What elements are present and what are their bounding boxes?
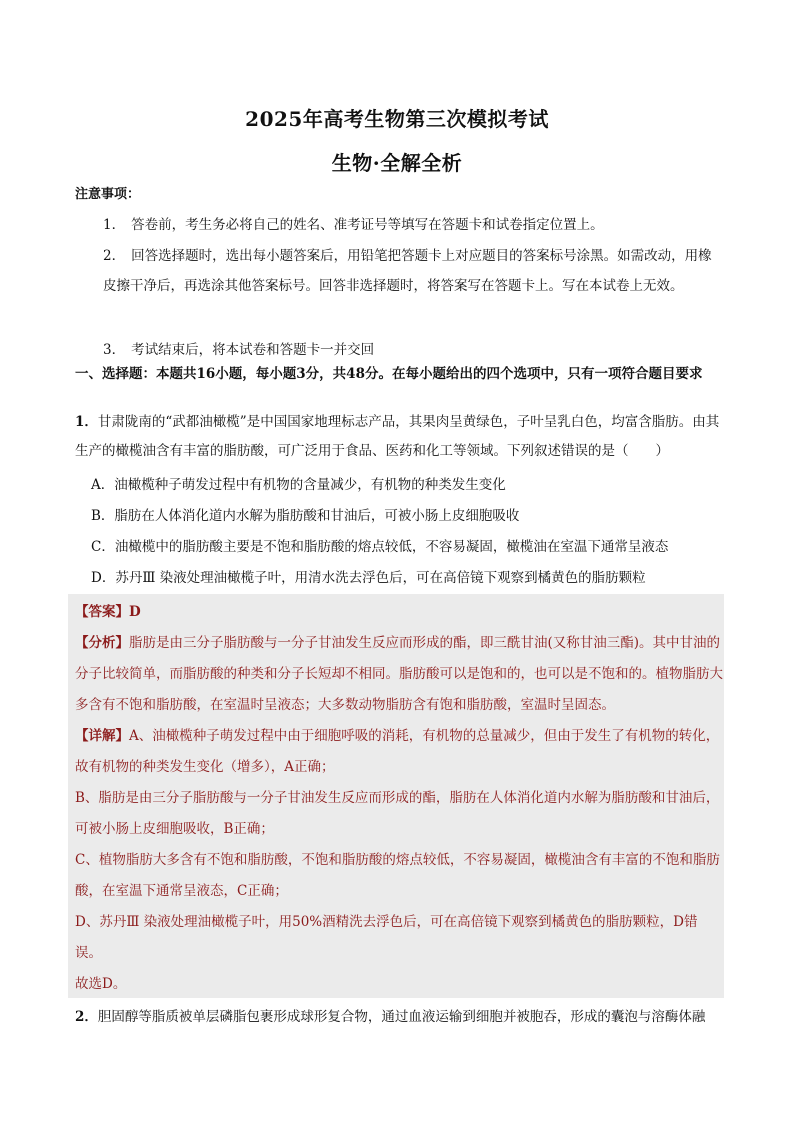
answer-block xyxy=(68,594,724,998)
detail-paragraph xyxy=(75,721,723,783)
question-1 xyxy=(75,408,725,466)
option-c: C．油橄榄中的脂肪酸主要是不饱和脂肪酸的熔点较低，不容易凝固，橄榄油在室温下通常呈液态 xyxy=(91,539,669,555)
option-b: B．脂肪在人体消化道内水解为脂肪酸和甘油后，可被小肠上皮细胞吸收 xyxy=(91,508,520,524)
question-stem: 胆固醇等脂质被单层磷脂包裹形成球形复合物，通过血液运输到细胞并被胞吞，形成的囊泡与溶酶体融 xyxy=(97,1009,706,1025)
option-a: A．油橄榄种子萌发过程中有机物的含量减少，有机物的种类发生变化 xyxy=(91,477,506,493)
answer-value: D xyxy=(129,604,141,620)
detail-d: D、苏丹Ⅲ 染液处理油橄榄子叶，用50%酒精洗去浮色后，可在高倍镜下观察到橘黄色的脂肪颗粒，D错误。 xyxy=(75,914,698,961)
exam-title: 2025年高考生物第三次模拟考试 xyxy=(245,107,549,131)
note-item-2 xyxy=(103,241,723,301)
section-heading: 一、选择题：本题共16小题，每小题3分，共48分。在每小题给出的四个选项中，只有一项符合题目要求 xyxy=(75,366,703,382)
final-choice: 故选D。 xyxy=(75,976,127,992)
detail-a: A、油橄榄种子萌发过程中由于细胞呼吸的消耗，有机物的总量减少，但由于发生了有机物的转化，故有机物的种类发生变化（增多），A正确； xyxy=(75,728,720,775)
note-number: 3． xyxy=(103,342,126,358)
question-stem: 甘肃陇南的“武都油橄榄”是中国国家地理标志产品，其果肉呈黄绿色，子叶呈乳白色，均富含脂肪。由其生产的橄榄油含有丰富的脂肪酸，可广泛用于食品、医药和化工等领域。下列叙述错误的是（ ） xyxy=(75,414,720,459)
note-number: 2． xyxy=(103,248,126,264)
question-number: 2． xyxy=(75,1009,98,1025)
option-d: D．苏丹Ⅲ 染液处理油橄榄子叶，用清水洗去浮色后，可在高倍镜下观察到橘黄色的脂肪颗粒 xyxy=(91,570,646,586)
note-item-3 xyxy=(103,335,723,365)
analysis-paragraph xyxy=(75,628,723,721)
detail-c: C、植物脂肪大多含有不饱和脂肪酸，不饱和脂肪酸的熔点较低，不容易凝固，橄榄油含有丰富的不饱和脂肪酸，在室温下通常呈液态，C正确； xyxy=(75,852,720,899)
question-number: 1． xyxy=(75,414,98,430)
question-2 xyxy=(75,1003,725,1032)
note-text: 考试结束后，将本试卷和答题卡一并交回 xyxy=(131,342,375,358)
note-number: 1． xyxy=(103,217,126,233)
analysis-label: 【分析】 xyxy=(75,635,129,651)
detail-label: 【详解】 xyxy=(75,728,129,744)
exam-subtitle: 生物·全解全析 xyxy=(331,151,463,175)
note-item-1 xyxy=(103,210,723,240)
analysis-text: 脂肪是由三分子脂肪酸与一分子甘油发生反应而形成的酯，即三酰甘油(又称甘油三酯)。其中甘油的分子比较简单，而脂肪酸的种类和分子长短却不相同。脂肪酸可以是饱和的，也可以是不饱和的。植物脂肪大多含有不饱和脂肪酸，在室温时呈液态；大多数动物脂肪含有饱和脂肪酸，室温时呈固态。 xyxy=(75,635,723,713)
note-text: 回答选择题时，选出每小题答案后，用铅笔把答题卡上对应题目的答案标号涂黑。如需改动，用橡皮擦干净后，再选涂其他答案标号。回答非选择题时，将答案写在答题卡上。写在本试卷上无效。 xyxy=(103,248,712,294)
answer-label: 【答案】 xyxy=(75,604,129,620)
detail-b: B、脂肪是由三分子脂肪酸与一分子甘油发生反应而形成的酯，脂肪在人体消化道内水解为脂肪酸和甘油后，可被小肠上皮细胞吸收，B正确； xyxy=(75,790,720,837)
answer-line xyxy=(75,597,723,628)
note-text: 答卷前，考生务必将自己的姓名、准考证号等填写在答题卡和试卷指定位置上。 xyxy=(131,217,604,233)
notes-heading: 注意事项： xyxy=(75,187,141,202)
